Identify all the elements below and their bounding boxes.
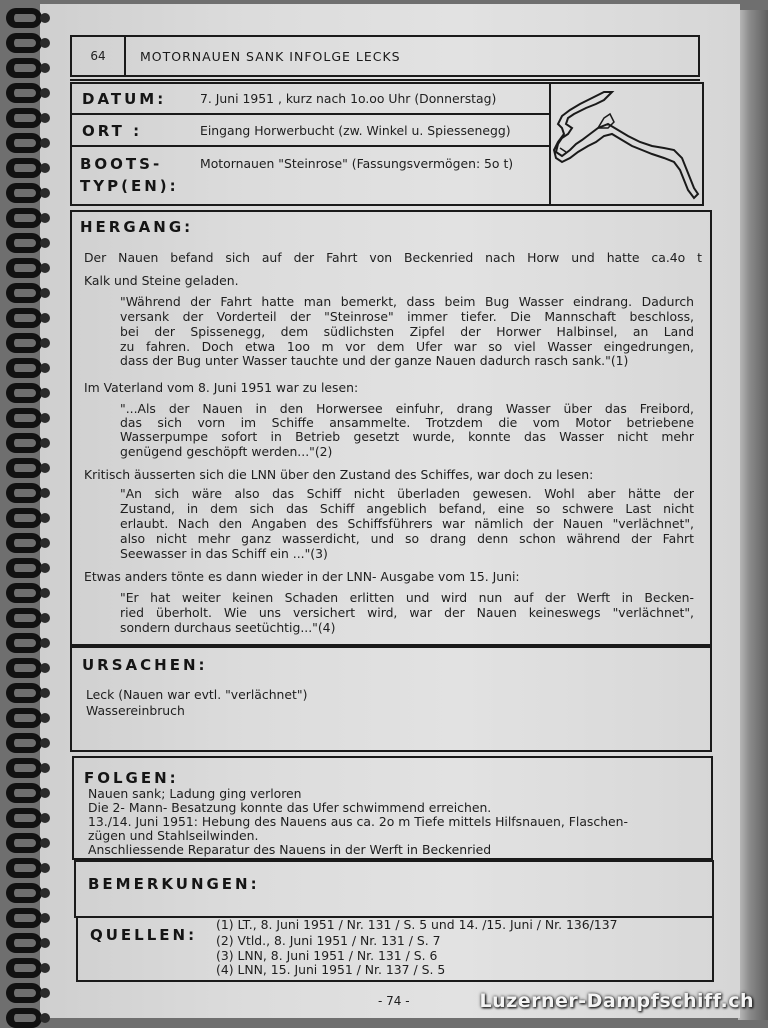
quote-line: "Während der Fahrt hatte man bemerkt, dass beim Bug Wasser eindrang. Dadurch bbox=[120, 295, 694, 309]
datum-label: DATUM: bbox=[82, 90, 167, 108]
spiral-ring bbox=[6, 158, 42, 178]
datum-value: 7. Juni 1951 , kurz nach 1o.oo Uhr (Donnerstag) bbox=[200, 91, 497, 106]
quote-line: bei der Spissenegg, dem südlichsten Zipfel der Horwer Halbinsel, an Land bbox=[120, 325, 694, 339]
quote-line: dass der Bug unter Wasser tauchte und der ganze Nauen dadurch rasch sank."(1) bbox=[120, 353, 629, 368]
spiral-ring bbox=[6, 408, 42, 428]
folgen-line: Anschliessende Reparatur des Nauens in der Werft in Beckenried bbox=[88, 842, 492, 857]
quote-line: "Er hat weiter keinen Schaden erlitten und wird nun auf der Werft in Becken- bbox=[120, 591, 694, 605]
spiral-ring bbox=[6, 133, 42, 153]
spiral-ring bbox=[6, 933, 42, 953]
punch-hole bbox=[40, 313, 50, 323]
punch-hole bbox=[40, 438, 50, 448]
info-row-rule-2 bbox=[72, 145, 549, 147]
site-watermark: Luzerner-Dampfschiff.ch bbox=[479, 990, 754, 1012]
punch-hole bbox=[40, 1013, 50, 1023]
ort-value: Eingang Horwerbucht (zw. Winkel u. Spiessenegg) bbox=[200, 123, 511, 138]
spiral-ring bbox=[6, 458, 42, 478]
punch-hole bbox=[40, 838, 50, 848]
spiral-ring bbox=[6, 258, 42, 278]
punch-hole bbox=[40, 88, 50, 98]
punch-hole bbox=[40, 363, 50, 373]
punch-hole bbox=[40, 813, 50, 823]
ursachen-label: URSACHEN: bbox=[82, 656, 208, 674]
quote-line: "An sich wäre also das Schiff nicht überladen gewesen. Wohl aber hätte der bbox=[120, 487, 694, 501]
folgen-label: FOLGEN: bbox=[84, 769, 179, 787]
lnn2-intro: Etwas anders tönte es dann wieder in der LNN- Ausgabe vom 15. Juni: bbox=[84, 569, 520, 584]
punch-hole bbox=[40, 188, 50, 198]
spiral-ring bbox=[6, 283, 42, 303]
punch-hole bbox=[40, 563, 50, 573]
page-stack-edge bbox=[738, 10, 768, 1020]
quote-line: ried überholt. Wie uns versichert wird, war der Nauen keineswegs "verlächnet", bbox=[120, 606, 694, 620]
folgen-line: Nauen sank; Ladung ging verloren bbox=[88, 786, 302, 801]
punch-hole bbox=[40, 13, 50, 23]
spiral-ring bbox=[6, 908, 42, 928]
punch-hole bbox=[40, 538, 50, 548]
punch-hole bbox=[40, 463, 50, 473]
quote-line: zu fahren. Doch etwa 1oo m vor dem Ufer war so viel Wasser eingedrungen, bbox=[120, 340, 694, 354]
quote-line: sondern durchaus seetüchtig..."(4) bbox=[120, 620, 336, 635]
punch-hole bbox=[40, 238, 50, 248]
spiral-ring bbox=[6, 383, 42, 403]
info-divider bbox=[549, 82, 551, 206]
spiral-binding bbox=[0, 0, 48, 1024]
document-title: MOTORNAUEN SANK INFOLGE LECKS bbox=[140, 49, 401, 64]
spiral-ring bbox=[6, 833, 42, 853]
quote-line: genügend geschöpft werden..."(2) bbox=[120, 444, 333, 459]
spiral-ring bbox=[6, 208, 42, 228]
quote-line: Seewasser in das Schiff ein ..."(3) bbox=[120, 546, 328, 561]
punch-hole bbox=[40, 413, 50, 423]
quellen-line: (2) Vtld., 8. Juni 1951 / Nr. 131 / S. 7 bbox=[216, 933, 441, 948]
punch-hole bbox=[40, 488, 50, 498]
ort-label: ORT : bbox=[82, 122, 143, 140]
punch-hole bbox=[40, 213, 50, 223]
punch-hole bbox=[40, 513, 50, 523]
punch-hole bbox=[40, 988, 50, 998]
spiral-ring bbox=[6, 708, 42, 728]
punch-hole bbox=[40, 613, 50, 623]
bootstyp-label-line2: TYP(EN): bbox=[80, 177, 179, 195]
quellen-label: QUELLEN: bbox=[90, 926, 198, 944]
spiral-ring bbox=[6, 733, 42, 753]
punch-hole bbox=[40, 388, 50, 398]
punch-hole bbox=[40, 263, 50, 273]
spiral-ring bbox=[6, 1008, 42, 1028]
spiral-ring bbox=[6, 433, 42, 453]
punch-hole bbox=[40, 738, 50, 748]
spiral-ring bbox=[6, 8, 42, 28]
punch-hole bbox=[40, 638, 50, 648]
quellen-line: (4) LNN, 15. Juni 1951 / Nr. 137 / S. 5 bbox=[216, 962, 446, 977]
punch-hole bbox=[40, 163, 50, 173]
quote-line: also nicht mehr ganz wasserdicht, und so drang denn schon während der Fahrt bbox=[120, 532, 694, 546]
lake-map-icon bbox=[552, 84, 702, 204]
spiral-ring bbox=[6, 358, 42, 378]
page-number: - 74 - bbox=[378, 994, 410, 1008]
spiral-ring bbox=[6, 483, 42, 503]
folgen-line: Die 2- Mann- Besatzung konnte das Ufer schwimmend erreichen. bbox=[88, 800, 492, 815]
punch-hole bbox=[40, 963, 50, 973]
punch-hole bbox=[40, 863, 50, 873]
folgen-line: zügen und Stahlseilwinden. bbox=[88, 828, 259, 843]
spiral-ring bbox=[6, 583, 42, 603]
spiral-ring bbox=[6, 808, 42, 828]
ursachen-line: Leck (Nauen war evtl. "verlächnet") bbox=[86, 687, 308, 702]
spiral-ring bbox=[6, 958, 42, 978]
punch-hole bbox=[40, 138, 50, 148]
spiral-ring bbox=[6, 233, 42, 253]
quote-line: versank der Vorderteil der "Steinrose" immer tiefer. Die Mannschaft beschloss, bbox=[120, 310, 694, 324]
punch-hole bbox=[40, 788, 50, 798]
quote-line: das sich vorn im Schiffe ansammelte. Trotzdem die vom Motor betriebene bbox=[120, 416, 694, 430]
bootstyp-value: Motornauen "Steinrose" (Fassungsvermögen: 5o t) bbox=[200, 156, 514, 171]
spiral-ring bbox=[6, 633, 42, 653]
hergang-intro-line: Kalk und Steine geladen. bbox=[84, 273, 239, 288]
punch-hole bbox=[40, 338, 50, 348]
spiral-ring bbox=[6, 508, 42, 528]
punch-hole bbox=[40, 888, 50, 898]
quellen-line: (1) LT., 8. Juni 1951 / Nr. 131 / S. 5 und 14. /15. Juni / Nr. 136/137 bbox=[216, 917, 618, 932]
quote-line: erlaubt. Nach den Angaben des Schiffsführers war nämlich der Nauen "verlächnet", bbox=[120, 517, 694, 531]
punch-hole bbox=[40, 288, 50, 298]
spiral-ring bbox=[6, 33, 42, 53]
spiral-ring bbox=[6, 983, 42, 1003]
spiral-ring bbox=[6, 858, 42, 878]
bootstyp-label-line1: BOOTS- bbox=[80, 155, 163, 173]
header-rule bbox=[70, 79, 700, 81]
punch-hole bbox=[40, 713, 50, 723]
spiral-ring bbox=[6, 183, 42, 203]
quote-line: "...Als der Nauen in den Horwersee einfuhr, drang Wasser über das Freibord, bbox=[120, 402, 694, 416]
spiral-ring bbox=[6, 883, 42, 903]
spiral-ring bbox=[6, 533, 42, 553]
quellen-line: (3) LNN, 8. Juni 1951 / Nr. 131 / S. 6 bbox=[216, 948, 438, 963]
info-row-rule-1 bbox=[72, 113, 549, 115]
quote-line: Zustand, in dem sich das Schiff angeblich befand, eine so schwere Last nicht bbox=[120, 502, 694, 516]
hergang-label: HERGANG: bbox=[80, 218, 194, 236]
punch-hole bbox=[40, 938, 50, 948]
spiral-ring bbox=[6, 783, 42, 803]
punch-hole bbox=[40, 663, 50, 673]
punch-hole bbox=[40, 688, 50, 698]
lnn-intro: Kritisch äusserten sich die LNN über den Zustand des Schiffes, war doch zu lesen: bbox=[84, 467, 594, 482]
spiral-ring bbox=[6, 758, 42, 778]
punch-hole bbox=[40, 113, 50, 123]
punch-hole bbox=[40, 63, 50, 73]
folgen-line: 13./14. Juni 1951: Hebung des Nauens aus ca. 2o m Tiefe mittels Hilfsnauen, Flaschen- bbox=[88, 814, 628, 829]
spiral-ring bbox=[6, 308, 42, 328]
spiral-ring bbox=[6, 333, 42, 353]
spiral-ring bbox=[6, 108, 42, 128]
spiral-ring bbox=[6, 683, 42, 703]
page-code: 64 bbox=[72, 37, 126, 75]
spiral-ring bbox=[6, 83, 42, 103]
punch-hole bbox=[40, 913, 50, 923]
title-box bbox=[70, 35, 700, 77]
punch-hole bbox=[40, 763, 50, 773]
hergang-intro-line: Der Nauen befand sich auf der Fahrt von Beckenried nach Horw und hatte ca.4o t bbox=[84, 251, 702, 265]
spiral-ring bbox=[6, 58, 42, 78]
spiral-ring bbox=[6, 608, 42, 628]
bemerkungen-label: BEMERKUNGEN: bbox=[88, 875, 260, 893]
ursachen-line: Wassereinbruch bbox=[86, 703, 185, 718]
vaterland-intro: Im Vaterland vom 8. Juni 1951 war zu lesen: bbox=[84, 380, 359, 395]
quote-line: Wasserpumpe sofort in Betrieb gesetzt wurde, konnte das Wasser nicht mehr bbox=[120, 430, 694, 444]
punch-hole bbox=[40, 588, 50, 598]
spiral-ring bbox=[6, 658, 42, 678]
punch-hole bbox=[40, 38, 50, 48]
spiral-ring bbox=[6, 558, 42, 578]
